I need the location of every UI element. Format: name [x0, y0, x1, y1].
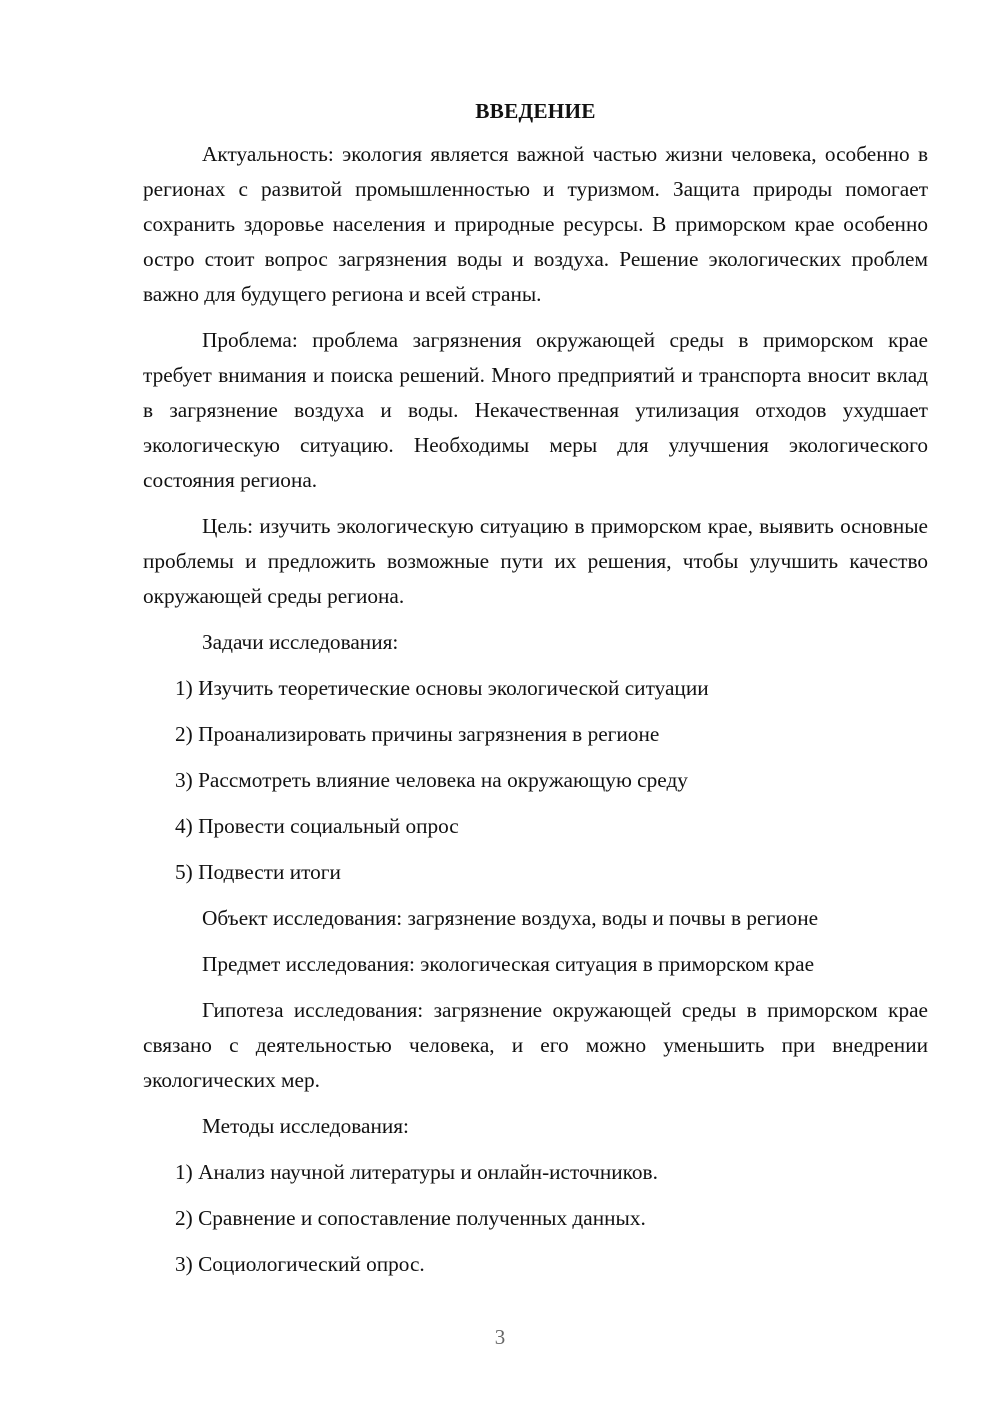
page-number: 3: [494, 1325, 506, 1349]
goal-paragraph: Цель: изучить экологическую ситуацию в приморском крае, выявить основные проблемы и предложить возможные пути их решения, чтобы улучшить качество окружающей среды региона.: [143, 514, 928, 608]
relevance-paragraph: Актуальность: экология является важной частью жизни человека, особенно в регионах с развитой промышленностью и туризмом. Защита природы помогает сохранить здоровье населения и природные ресурсы. В приморском крае особенно остро стоит вопрос загрязнения воды и воздуха. Решение экологических проблем важно для будущего региона и всей страны.: [143, 142, 928, 306]
hypothesis-paragraph: Гипотеза исследования: загрязнение окружающей среды в приморском крае связано с деятельностью человека, и его можно уменьшить при внедрении экологических мер.: [143, 998, 928, 1092]
method-item-3: 3) Социологический опрос.: [175, 1252, 425, 1276]
task-item-4: 4) Провести социальный опрос: [175, 814, 459, 838]
research-subject: Предмет исследования: экологическая ситуация в приморском крае: [202, 952, 815, 976]
page-title: ВВЕДЕНИЕ: [475, 99, 596, 123]
methods-heading: Методы исследования:: [202, 1114, 409, 1138]
tasks-heading: Задачи исследования:: [202, 630, 399, 654]
method-item-2: 2) Сравнение и сопоставление полученных данных.: [175, 1206, 646, 1230]
task-item-1: 1) Изучить теоретические основы экологической ситуации: [175, 676, 709, 700]
task-item-2: 2) Проанализировать причины загрязнения в регионе: [175, 722, 660, 746]
task-item-3: 3) Рассмотреть влияние человека на окружающую среду: [175, 768, 688, 792]
task-item-5: 5) Подвести итоги: [175, 860, 341, 884]
document-page: [143, 95, 928, 1293]
research-object: Объект исследования: загрязнение воздуха, воды и почвы в регионе: [202, 906, 819, 930]
problem-paragraph: Проблема: проблема загрязнения окружающей среды в приморском крае требует внимания и поиска решений. Много предприятий и транспорта вносит вклад в загрязнение воздуха и воды. Некачественная утилизация отходов ухудшает экологическую ситуацию. Необходимы меры для улучшения экологического состояния региона.: [143, 328, 928, 492]
method-item-1: 1) Анализ научной литературы и онлайн-источников.: [175, 1160, 658, 1184]
